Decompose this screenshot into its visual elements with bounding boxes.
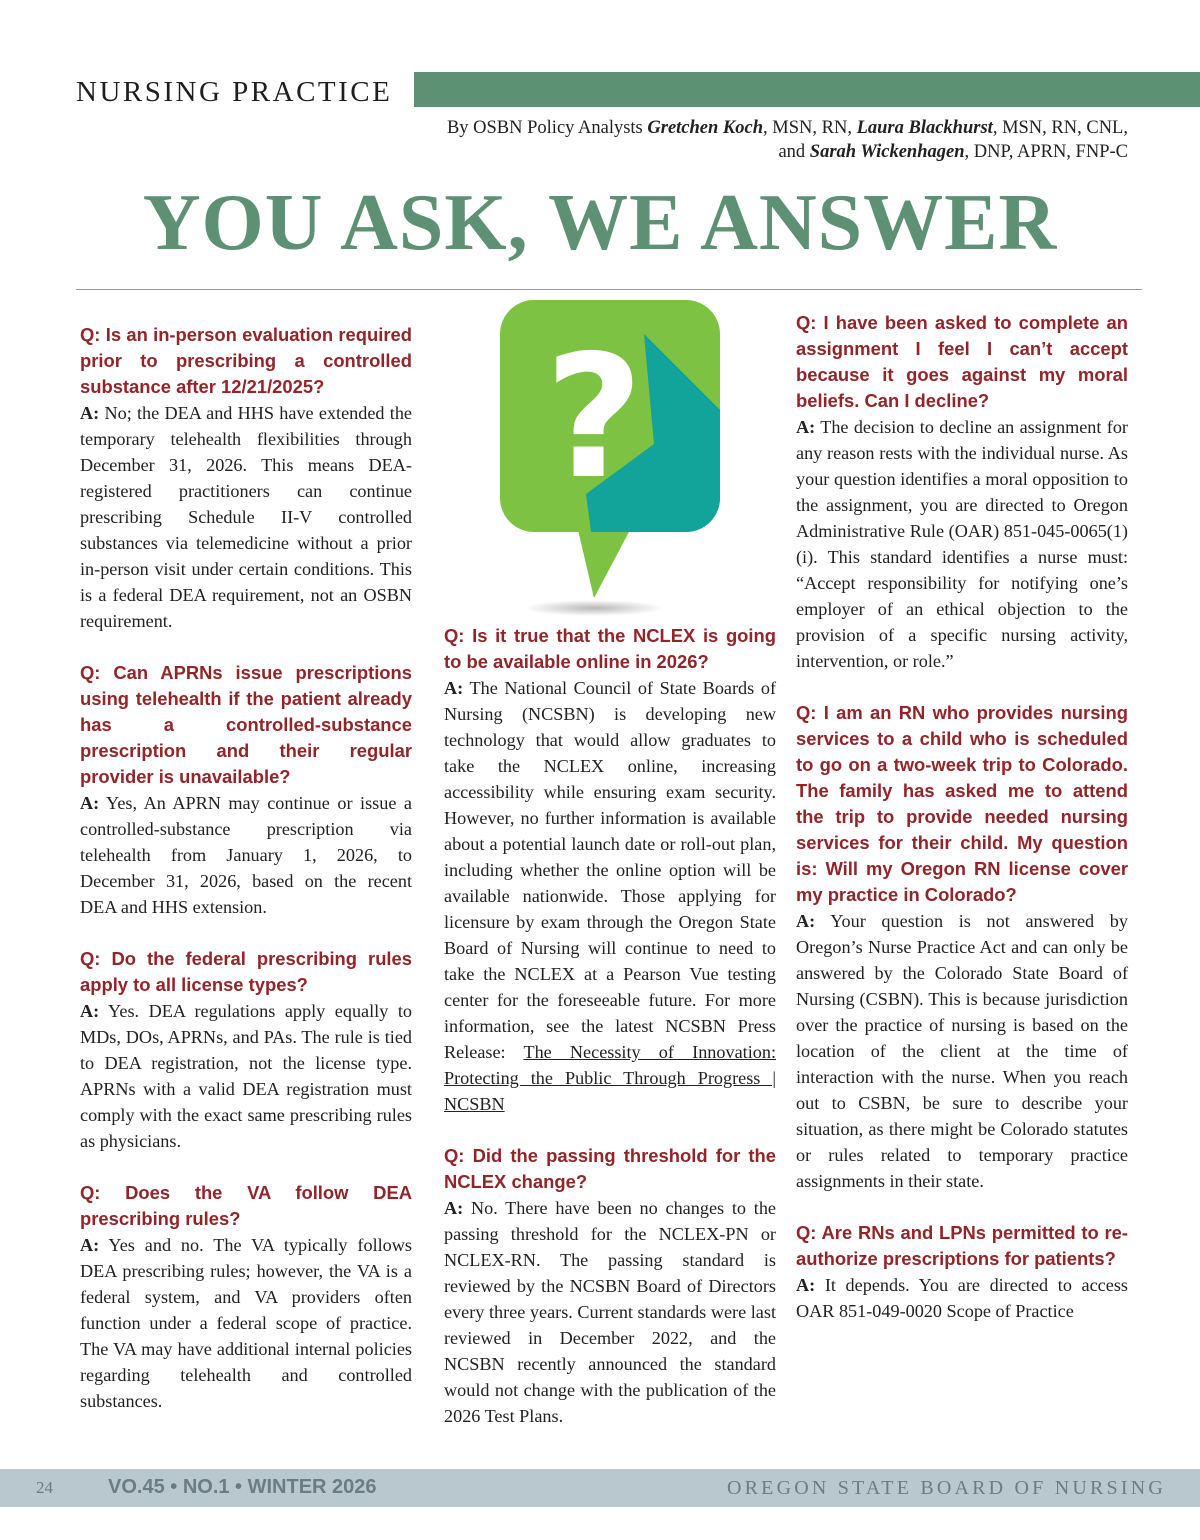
section-label: NURSING PRACTICE [76, 76, 393, 108]
answer-label: A: [796, 911, 816, 931]
issue-label: VO.45 • NO.1 • WINTER 2026 [108, 1476, 377, 1498]
question: Q: I have been asked to complete an assignment I feel I can’t accept because it goes against my moral beliefs. Can I decline? [796, 312, 1128, 411]
author-name: Gretchen Koch [647, 118, 764, 138]
question: Q: Is it true that the NCLEX is going to be available online in 2026? [444, 625, 776, 672]
answer-label: A: [80, 1001, 100, 1021]
author-name: Laura Blackhurst [856, 118, 993, 138]
author-name: Sarah Wickenhagen [809, 142, 965, 162]
answer-text: It depends. You are directed to access OAR 851-049-0020 Scope of Practice [796, 1275, 1128, 1321]
page-number: 24 [36, 1478, 53, 1497]
answer-text: The decision to decline an assignment for any reason rests with the individual nurse. As your question identifies a moral opposition to the assignment, you are directed to Oregon Administrative Rule (OAR) 851-045-0065(1)(i). This standard identifies a nurse must: “Accept responsibility for notifying one’s employer of an ethical objection to the provision of a specific nursing activity, intervention, or role.” [796, 417, 1128, 671]
header-accent-bar [414, 72, 1200, 107]
answer [80, 1232, 412, 1414]
column-2 [444, 623, 776, 1429]
answer-text: No; the DEA and HHS have extended the temporary telehealth flexibilities through December 31, 2026. This means DEA-registered practitioners can continue prescribing Schedule II-V controlled substances via telemedicine without a prior in-person visit under certain conditions. This is a federal DEA requirement, not an OSBN requirement. [80, 403, 412, 631]
answer-text: No. There have been no changes to the passing threshold for the NCLEX-PN or NCLEX-RN. The passing standard is reviewed by the NCSBN Board of Directors every three years. Current standards were last reviewed in December 2022, and the NCSBN recently announced the standard would not change with the publication of the 2026 Test Plans. [444, 1198, 776, 1426]
answer [796, 1272, 1128, 1324]
answer [80, 790, 412, 920]
answer-text: Yes. DEA regulations apply equally to MDs, DOs, APRNs, and PAs. The rule is tied to DEA registration, not the license type. APRNs with a valid DEA registration must comply with the exact same prescribing rules as physicians. [80, 1001, 412, 1151]
answer [444, 675, 776, 1117]
question: Q: Do the federal prescribing rules apply to all license types? [80, 948, 412, 995]
column-3 [796, 310, 1128, 1324]
answer [80, 998, 412, 1154]
answer [796, 414, 1128, 674]
answer [444, 1195, 776, 1429]
answer-label: A: [80, 403, 100, 423]
byline [368, 116, 1128, 164]
answer-text: Yes, An APRN may continue or issue a controlled-substance prescription via telehealth from January 1, 2026, to December 31, 2026, based on the recent DEA and HHS extension. [80, 793, 412, 917]
divider [76, 289, 1142, 290]
author-credentials: , MSN, RN, CNL, [992, 118, 1128, 138]
page-title: YOU ASK, WE ANSWER [142, 179, 1058, 267]
question: Q: Are RNs and LPNs permitted to re-authorize prescriptions for patients? [796, 1222, 1128, 1269]
publication-name: OREGON STATE BOARD OF NURSING [726, 1477, 1166, 1499]
question: Q: Can APRNs issue prescriptions using telehealth if the patient already has a controlled-substance prescription and their regular provider is unavailable? [80, 662, 412, 787]
answer-label: A: [796, 417, 816, 437]
answer-label: A: [796, 1275, 816, 1295]
answer-label: A: [444, 678, 464, 698]
author-credentials: , MSN, RN, [763, 118, 857, 138]
answer-label: A: [80, 1235, 100, 1255]
answer-text: The National Council of State Boards of Nursing (NCSBN) is developing new technology that would allow graduates to take the NCLEX online, increasing accessibility while ensuring exam security. However, no further information is available about a potential launch date or roll-out plan, including whether the online option will be available nationwide. Those applying for licensure by exam through the Oregon State Board of Nursing will continue to need to take the NCLEX at a Pearson Vue testing center for the foreseeable future. For more information, see the latest NCSBN Press Release: [444, 678, 776, 1062]
question-mark-glyph: ? [544, 319, 644, 517]
author-credentials: , DNP, APRN, FNP-C [964, 142, 1128, 162]
byline-prefix: By OSBN Policy Analysts [446, 118, 648, 138]
byline-prefix: and [778, 142, 810, 162]
question: Q: I am an RN who provides nursing services to a child who is scheduled to go on a two-week trip to Colorado. The family has asked me to attend the trip to provide needed nursing services for their child. My question is: Will my Oregon RN license cover my practice in Colorado? [796, 702, 1128, 905]
column-1 [80, 322, 412, 1414]
question-mark-speech-bubble-icon [494, 294, 726, 624]
answer-text: Yes and no. The VA typically follows DEA prescribing rules; however, the VA is a federal system, and VA providers often function under a federal scope of practice. The VA may have additional internal policies regarding telehealth and controlled substances. [80, 1235, 412, 1411]
answer-text: Your question is not answered by Oregon’s Nurse Practice Act and can only be answered by the Colorado State Board of Nursing (CSBN). This is because jurisdiction over the practice of nursing is based on the location of the client at the time of interaction with the nurse. When you reach out to CSBN, be sure to describe your situation, as there might be Colorado statutes or rules related to temporary practice assignments in their state. [796, 911, 1128, 1191]
answer-label: A: [444, 1198, 464, 1218]
question: Q: Did the passing threshold for the NCLEX change? [444, 1145, 776, 1192]
question: Q: Does the VA follow DEA prescribing rules? [80, 1182, 412, 1229]
press-release-link[interactable]: The Necessity of Innovation: Protecting the Public Through Progress | NCSBN [444, 1042, 776, 1114]
answer-label: A: [80, 793, 100, 813]
answer [796, 908, 1128, 1194]
question: Q: Is an in-person evaluation required prior to prescribing a controlled substance after 12/21/2025? [80, 324, 412, 397]
answer [80, 400, 412, 634]
